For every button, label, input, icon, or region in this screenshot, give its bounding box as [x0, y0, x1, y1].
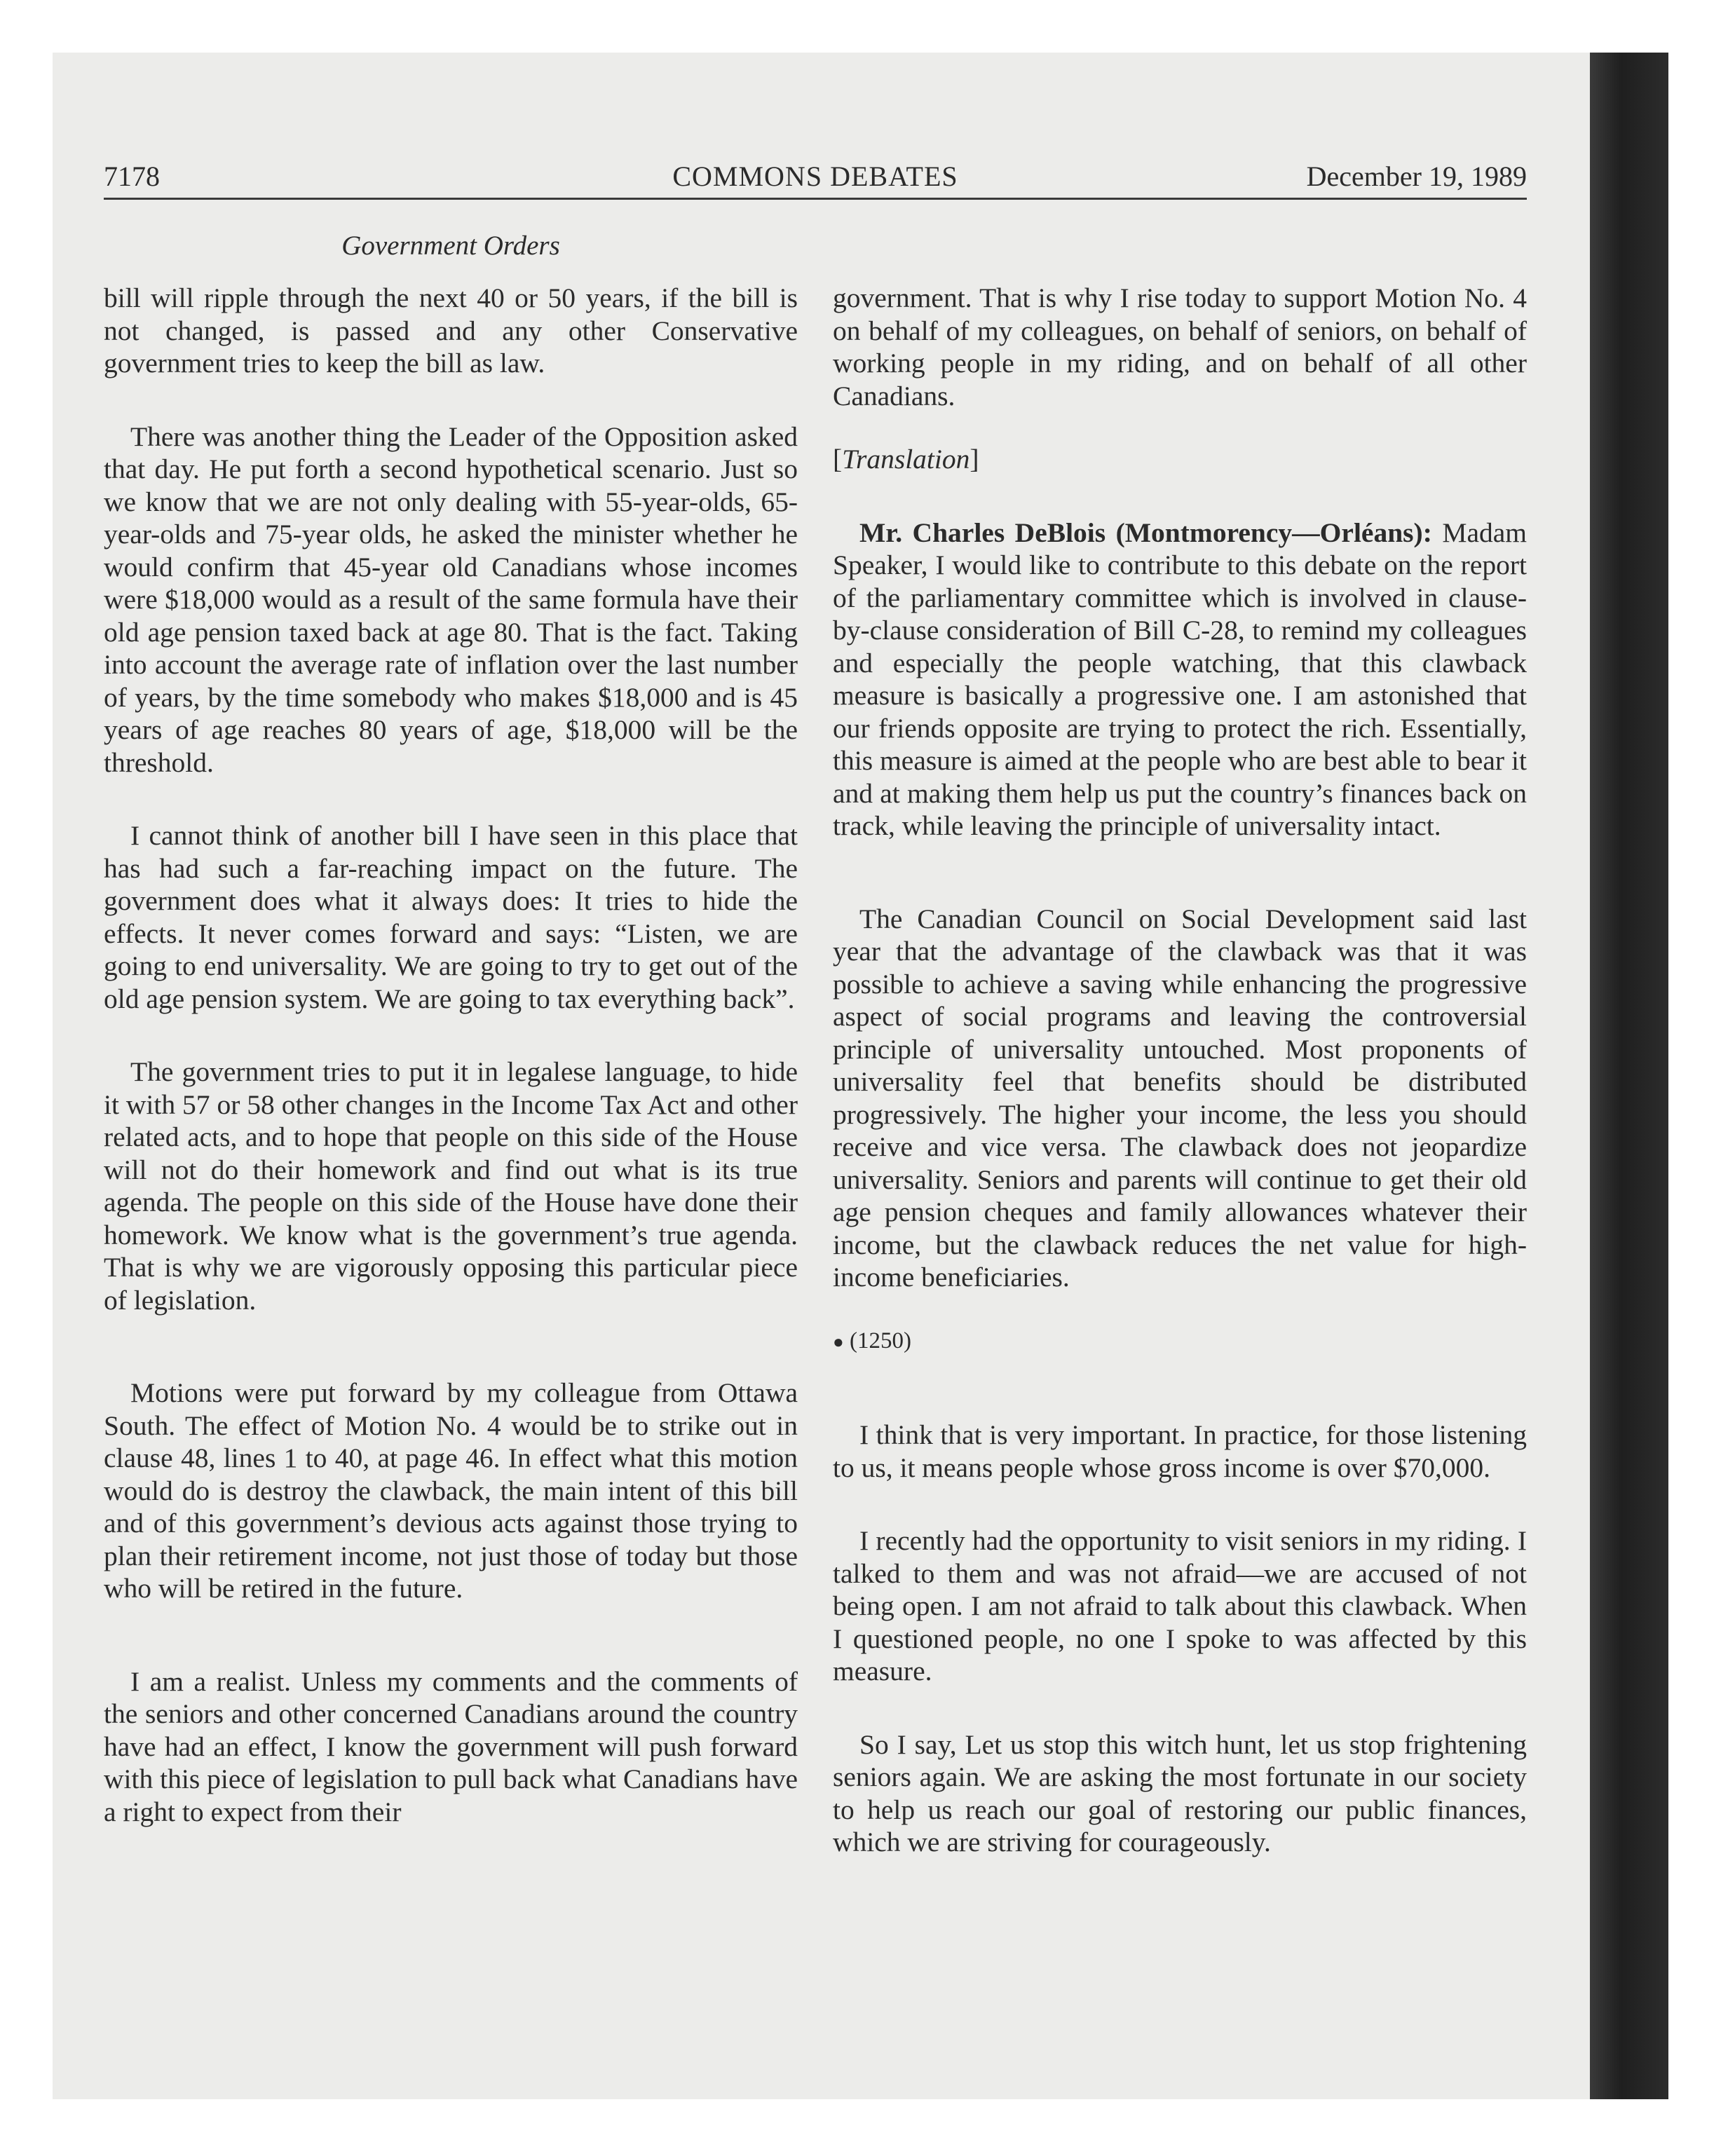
left-column: [104, 282, 798, 1828]
translation-label: Translation: [842, 444, 970, 475]
page-number: 7178: [104, 161, 160, 192]
paragraph: There was another thing the Leader of the Opposition asked that day. He put forth a second hypothetical scenario. Just so we know that we are not only dealing with 55-year-olds, 65-year-olds and 75-year olds, he asked the minister whether he would confirm that 45-year old Canadians whose incomes were $18,000 would as a result of the same formula have their old age pension taxed back at age 80. That is the fact. Taking into account the average rate of inflation over the last number of years, by the time somebody who makes $18,000 and is 45 years of age reaches 80 years of age, $18,000 will be the threshold.: [104, 421, 798, 778]
paragraph: I recently had the opportunity to visit seniors in my riding. I talked to them and was not afraid—we are accused of not being open. I am not afraid to talk about this clawback. When I questioned people, no one I spoke to was affected by this measure.: [833, 1525, 1527, 1687]
paragraph: bill will ripple through the next 40 or 50 years, if the bill is not changed, is passed and any other Conservative government tries to keep the bill as law.: [104, 282, 798, 378]
paragraph: I am a realist. Unless my comments and the comments of the seniors and other concerned Canadians around the country have had an effect, I know the government will push forward with this piece of legislation to pull back what Canadians have a right to expect from their: [104, 1665, 798, 1827]
paragraph: The government tries to put it in legalese language, to hide it with 57 or 58 other changes in the Income Tax Act and other related acts, and to hope that people on this side of the House will not do their homework and find out what is its true agenda. The people on this side of the House have done their homework. We know what is the government’s true agenda. That is why we are vigorously opposing this particular piece of legislation.: [104, 1056, 798, 1316]
paragraph: I think that is very important. In practice, for those listening to us, it means people whose gross income is over $70,000.: [833, 1419, 1527, 1483]
scan-edge: [1590, 53, 1668, 2099]
timestamp-text: (1250): [849, 1328, 911, 1353]
paragraph: The Canadian Council on Social Development said last year that the advantage of the clawback was that it was possible to achieve a saving while enhancing the progressive aspect of social programs and leaving the controversial principle of universality untouched. Most proponents of universality feel that benefits should be distributed progressively. The higher your income, the less you should receive and vice versa. The clawback does not jeopardize universality. Seniors and parents will continue to get their old age pension cheques and family allowances whatever their income, but the clawback reduces the net value for high-income beneficiaries.: [833, 903, 1527, 1292]
journal-title: COMMONS DEBATES: [672, 161, 958, 192]
page-header: [104, 156, 1527, 200]
right-column: [833, 282, 1527, 1859]
translation-marker: [Translation]: [833, 444, 979, 475]
speech-text: Madam Speaker, I would like to contribute to this debate on the report of the parliamentary committee which is involved in clause-by-clause consideration of Bill C-28, to remind my colleagues and especially the people watching, that this clawback measure is basically a progressive one. I am astonished that our friends opposite are trying to protect the rich. Essentially, this measure is aimed at the people who are best able to bear it and at making them help us put the country’s finances back on track, while leaving the principle of universality intact.: [833, 517, 1527, 841]
paragraph: Motions were put forward by my colleague from Ottawa South. The effect of Motion No. 4 would be to strike out in clause 48, lines 1 to 40, at page 46. In effect what this motion would do is destroy the clawback, the main intent of this bill and of this government’s devious acts against those trying to plan their retirement income, not just those of today but those who will be retired in the future.: [104, 1377, 798, 1604]
bullet-icon: ●: [833, 1331, 844, 1352]
speaker-name: Mr. Charles DeBlois (Montmorency—Orléans):: [859, 517, 1432, 548]
paragraph: I cannot think of another bill I have seen in this place that has had such a far-reaching impact on the future. The government does what it always does: It tries to hide the effects. It never comes forward and says: “Listen, we are going to end universality. We are going to try to get out of the old age pension system. We are going to tax everything back”.: [104, 820, 798, 1014]
speech-paragraph: [833, 517, 1527, 842]
section-title: Government Orders: [341, 231, 560, 261]
header-date: December 19, 1989: [1306, 161, 1527, 192]
paragraph: government. That is why I rise today to support Motion No. 4 on behalf of my colleagues, on behalf of seniors, on behalf of working people in my riding, and on behalf of all other Canadians.: [833, 282, 1527, 411]
paragraph: So I say, Let us stop this witch hunt, let us stop frightening seniors again. We are asking the most fortunate in our society to help us reach our goal of restoring our public finances, which we are striving for courageously.: [833, 1728, 1527, 1858]
timestamp: [833, 1325, 1527, 1359]
